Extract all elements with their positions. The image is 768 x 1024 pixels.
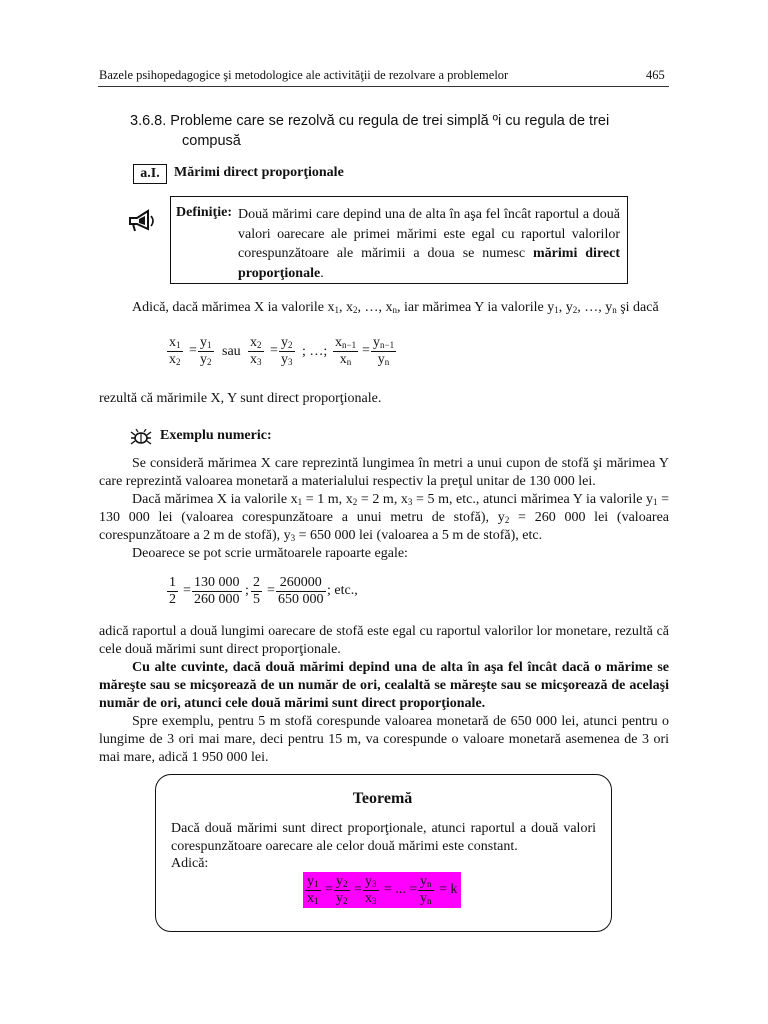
definition-label-text: Definiţie <box>176 205 228 220</box>
example-title: Exemplu numeric: <box>160 428 272 443</box>
definition-end: . <box>320 265 324 281</box>
example-paragraph-3: Deoarece se pot scrie următoarele rapoarte egale: <box>132 546 408 561</box>
sau-word: sau <box>222 344 241 359</box>
definition-body: Două mărimi care depind una de alta în aşa fel încât raportul a două valori oarecare ale primei mărimi este egal cu raportul valorilor corespunzătoare ale mărimii a doua se numesc <box>238 207 620 261</box>
intro-text-c: şi dacă <box>616 300 659 315</box>
running-header: Bazele psihopedagogice şi metodologice ale activităţii de rezolvare a problemelor <box>99 68 509 82</box>
intro-text-a: Adică, dacă mărimea X ia valorile x <box>132 300 335 315</box>
definition-text <box>238 205 620 283</box>
ratio-3-den: 5 <box>253 592 260 607</box>
section-heading-line2: compusă <box>182 133 241 149</box>
example-paragraph-4: adică raportul a două lungimi oarecare de stofă este egal cu raportul valorilor lor monetare, rezultă că cele două mărimi sunt direct proporţionale. <box>99 624 669 657</box>
megaphone-icon <box>127 208 157 234</box>
p2-e: = 130 000 lei (valoarea corespunzătoare a unui metru de stofă), y <box>99 492 669 525</box>
subsection-title: Mărimi direct proporţionale <box>174 165 344 180</box>
formula-k: = k <box>439 882 458 897</box>
equation-separator: ; …; <box>302 344 328 359</box>
definition-label: Definiţie: <box>176 205 232 220</box>
example-paragraph-2: Dacă mărimea X ia valorile $x_1 = 1$ m, $x_2 = 2$ m, $x_3 = 5$ m, etc., atunci mărimea Y ia valorile $y_1 = 130$ 000 lei (valoarea corespunzătoare a unui metru de stofă), $y_2 = 260$ 000 lei (valoarea corespunzătoare a 2 m de stofă), $y_3 = 650$ 000 lei (valoarea a 5 m de stofă), etc. <box>99 492 669 543</box>
ratio-1-den: 2 <box>169 592 176 607</box>
theorem-title: Teoremă <box>352 790 413 807</box>
intro-paragraph: Adică, dacă mărimea X ia valorile $x_1$, $x_2$, …, $x_n$, iar mărimea Y ia valorile $y_1$, $y_2$, …, $y_n$ şi dacă <box>132 300 659 315</box>
ratio-1-num: 1 <box>169 575 176 590</box>
example-paragraph-1: Se consideră mărimea X care reprezintă lungimea în metri a unui cupon de stofă şi mărimea Y care reprezintă valoarea monetară a materialului respectiv la preţul unitar de 130 000 lei. <box>99 456 669 489</box>
theorem-body: Dacă două mărimi sunt direct proporţionale, atunci raportul a două valori corespunzătoare oarecare ale celor două mărimi este constant. <box>171 821 596 854</box>
bug-icon <box>130 429 152 445</box>
p2-b: = 1 m, x <box>302 492 353 507</box>
theorem-formula: $\frac{y_1}{x_1}$ = $\frac{y_2}{y_2}$ = $\frac{y_3}{x_3}$ = ... = $\frac{y_n}{y_n}$ = k <box>303 872 461 908</box>
ratio-etc: ; etc., <box>327 583 358 598</box>
theorem-text <box>171 820 596 873</box>
ratio-4-den: 650 000 <box>278 592 324 607</box>
example-paragraph-5: Cu alte cuvinte, dacă două mărimi depind una de alta în aşa fel încât dacă o mărime se măreşte sau se micşorează de un număr de ori, cealaltă se măreşte sau se micşorează de acelaşi număr de ori, atunci cele două mărimi sunt direct proporţionale. <box>99 660 669 711</box>
formula-dots: = ... = <box>384 882 418 897</box>
p2-d: = 5 m, etc., atunci mărimea Y ia valorile y <box>412 492 654 507</box>
subsection-label-box: a.I. <box>133 164 167 184</box>
intro-conclusion: rezultă că mărimile X, Y sunt direct proporţionale. <box>99 391 382 406</box>
page-number: 465 <box>646 68 665 82</box>
definition-term: mărimi direct proporţionale <box>238 246 620 281</box>
p2-g: = 650 000 lei (valoarea a 5 m de stofă), etc. <box>295 528 543 543</box>
intro-text-b: , iar mărimea Y ia valorile y <box>397 300 555 315</box>
ratio-2-den: 260 000 <box>194 592 240 607</box>
example-paragraph-6: Spre exemplu, pentru 5 m stofă corespunde valoarea monetară de 650 000 lei, atunci pentru o lungime de 3 ori mai mare, deci pentru 15 m, va corespunde o valoare monetară asemenea de 3 ori mai mare, adică 1 950 000 lei. <box>99 714 669 765</box>
header-rule <box>98 86 669 87</box>
ratio-2-num: 130 000 <box>194 575 240 590</box>
theorem-adica: Adică: <box>171 856 209 871</box>
ratio-4-num: 260000 <box>276 575 326 592</box>
p2-a: Dacă mărimea X ia valorile x <box>132 492 298 507</box>
section-heading-line1: 3.6.8. Probleme care se rezolvă cu regula de trei simplă ºi cu regula de trei <box>130 113 610 129</box>
p2-f: = 260 000 lei (valoarea corespunzătoare a 2 m de stofă), y <box>99 510 669 543</box>
ratio-3-num: 2 <box>253 575 260 590</box>
p2-c: = 2 m, x <box>357 492 408 507</box>
section-heading <box>130 111 670 151</box>
